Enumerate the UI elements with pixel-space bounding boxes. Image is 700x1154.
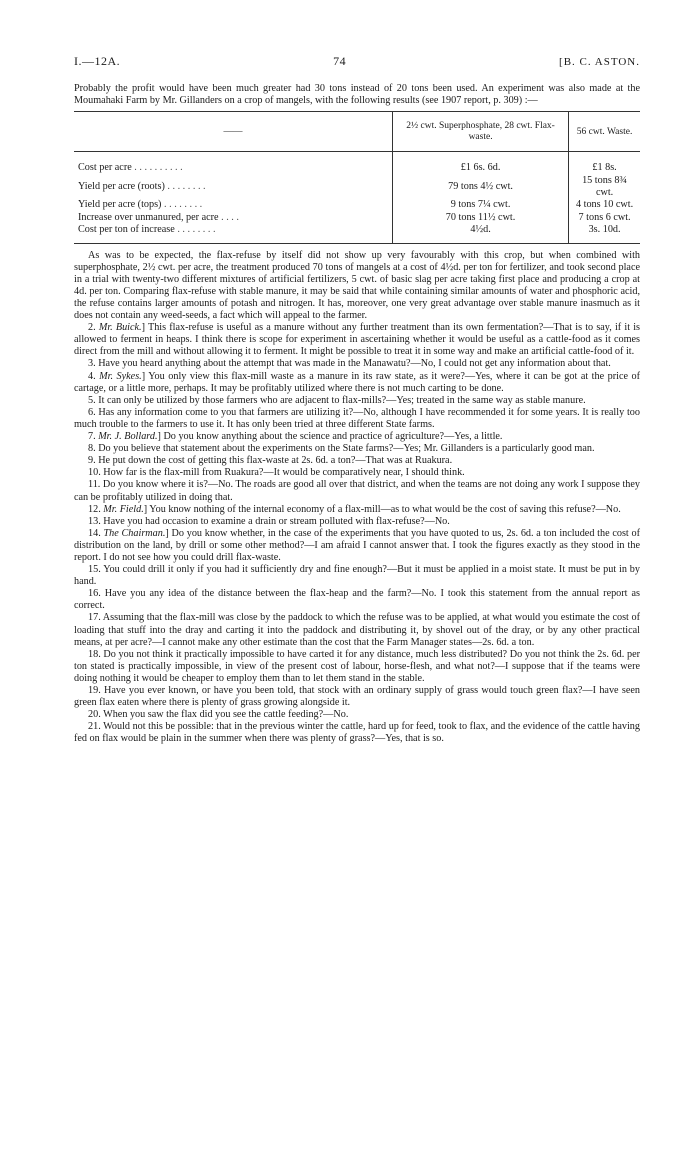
evidence-paragraph: As was to be expected, the flax-refuse by itself did not show up very favourably with this crop, but when combined with superphosphate, 2½ cwt. per acre, the treatment produced 70 tons of mangels at a cost of 4½d. per ton for fertilizer, and took second place in a trial with twenty-two different mixtures of artificial fertilizers, 5 cwt. of basic slag per acre taking first place and producing a crop at 4d. per ton. Comparing flax-refuse with stable manure, it may be said that while containing similar amounts of water and phosphoric acid, the refuse contains larger amounts of potash and nitrogen. It has, moreover, one very great advantage over stable manure inasmuch as it does not contain any weed-seeds, a fact which will appeal to the farmer. (74, 249, 640, 322)
page-header (74, 54, 640, 69)
evidence-paragraph: 4. Mr. Sykes.] You only view this flax-mill waste as a manure in its raw state, as it were?—Yes, where it can be got at the price of cartage, or a little more, perhaps. It may be profitably utilized where there is not much carting to be done. (74, 370, 640, 394)
evidence-paragraph: 6. Has any information come to you that farmers are utilizing it?—No, although I have recommended it for some years. It is really too much trouble to the farmers to use it. It has only been tried at three different State farms. (74, 406, 640, 430)
row-label: Yield per acre (roots) (78, 180, 165, 192)
superphosphate-value: 4½d. (393, 224, 569, 243)
row-label: Increase over unmanured, per acre (78, 211, 219, 223)
evidence-paragraph: 2. Mr. Buick.] This flax-refuse is useful as a manure without any further treatment than its own fermentation?—That is to say, if it is allowed to ferment in heaps. I think there is scope for experiment in ascertaining whether it would be useful as a cattle-food as it comes direct from the mill and without allowing it to ferment. It might be possible to treat it in some way and make an artificial cattle-food of it. (74, 322, 640, 358)
waste-value: £1 8s. (569, 152, 640, 175)
row-label-cell (74, 152, 393, 175)
evidence-paragraph: 14. The Chairman.] Do you know whether, in the case of the experiments that you have quoted to us, 2s. 6d. a ton included the cost of distribution on the land, by drill or some other method?—I am afraid I cannot answer that. I took the figures exactly as they stood in the report. I do not see how you could drill flax-waste. (74, 527, 640, 563)
row-label-cell (74, 224, 393, 243)
leader-dots: . . . . (218, 211, 239, 223)
table-row (74, 212, 640, 224)
superphosphate-value: 70 tons 11½ cwt. (393, 212, 569, 224)
waste-value: 4 tons 10 cwt. (569, 199, 640, 211)
leader-dots: . . . . . . . . . . (131, 162, 183, 174)
header-reference: I.—12A. (74, 54, 121, 68)
header-author: [B. C. ASTON. (559, 56, 640, 68)
table-row (74, 224, 640, 243)
evidence-paragraph: 5. It can only be utilized by those farmers who are adjacent to flax-mills?—Yes; treated in the same way as stable manure. (88, 394, 586, 406)
document-page (74, 54, 640, 745)
speaker-name: Mr. J. Bollard. (98, 431, 158, 443)
table-header-waste: 56 cwt. Waste. (569, 112, 640, 152)
evidence-paragraph: 12. Mr. Field.] You know nothing of the internal economy of a flax-mill—as to what would be the cost of saving this refuse?—No. (88, 503, 621, 515)
evidence-paragraph: 10. How far is the flax-mill from Ruakura?—It would be comparatively near, I should think. (88, 467, 465, 479)
evidence-paragraph: 17. Assuming that the flax-mill was close by the paddock to which the refuse was to be applied, at what would you estimate the cost of loading that stuff into the dray and carting it into the paddock and distributing it, by shovel out of the dray, or by any other practical means, at per acre?—I cannot make any other estimate than the cost that the Farm Manager states—2s. 6d. a ton. (74, 612, 640, 648)
evidence-paragraph: 19. Have you ever known, or have you been told, that stock with an ordinary supply of grass would touch green flax?—I have seen green flax eaten where there is plenty of grass growing alongside it. (74, 685, 640, 709)
leader-dots: . . . . . . . . (161, 199, 203, 211)
table-row (74, 152, 640, 175)
row-label: Cost per ton of increase (78, 224, 175, 236)
evidence-paragraph: 20. When you saw the flax did you see the cattle feeding?—No. (88, 709, 349, 721)
evidence-paragraph: 16. Have you any idea of the distance between the flax-heap and the farm?—No. I took this statement from the annual report as correct. (74, 588, 640, 612)
speaker-name: Mr. Field. (103, 503, 144, 515)
table-row (74, 175, 640, 200)
speaker-name: Mr. Sykes. (99, 370, 142, 382)
row-label: Yield per acre (tops) (78, 199, 162, 211)
table-header-superphosphate: 2½ cwt. Superphosphate, 28 cwt. Flax-waste. (393, 112, 569, 152)
row-label-cell (74, 175, 393, 200)
superphosphate-value: 9 tons 7¼ cwt. (393, 199, 569, 211)
evidence-paragraph: 3. Have you heard anything about the attempt that was made in the Manawatu?—No, I could not get any information about that. (88, 358, 611, 370)
page-number: 74 (333, 54, 347, 68)
evidence-paragraph: 8. Do you believe that statement about the experiments on the State farms?—Yes; Mr. Gillanders is a particularly good man. (88, 443, 595, 455)
evidence-paragraph: 21. Would not this be possible: that in the previous winter the cattle, hard up for feed, took to flax, and the evidence of the cattle having fed on flax would be plain in the summer when there was plenty of grass?—Yes, that is so. (74, 721, 640, 745)
evidence-paragraph: 11. Do you know where it is?—No. The roads are good all over that district, and when the teams are not doing any work I suppose they can be profitably utilized in doing that. (74, 479, 640, 503)
evidence-body (74, 250, 640, 746)
evidence-paragraph: 15. You could drill it only if you had it sufficiently dry and fine enough?—But it must be applied in a moist state. It must be put in by hand. (74, 564, 640, 588)
table-header-blank: —— (74, 112, 393, 152)
evidence-paragraph: 18. Do you not think it practically impossible to have carted it for any distance, much less distributed? Do you not think the 2s. 6d. per ton stated is practically impossible, in view of the present cost of labour, horse-flesh, and what not?—I suppose that if the teams were doing nothing it would be cheaper to employ them than to let them stand in the stable. (74, 648, 640, 684)
superphosphate-value: 79 tons 4½ cwt. (393, 175, 569, 200)
leader-dots: . . . . . . . . (174, 224, 216, 236)
waste-value: 3s. 10d. (569, 224, 640, 243)
leader-dots: . . . . . . . . (164, 180, 206, 192)
waste-value: 15 tons 8¾ cwt. (569, 175, 640, 200)
row-label-cell (74, 212, 393, 224)
results-table (74, 111, 640, 243)
superphosphate-value: £1 6s. 6d. (393, 152, 569, 175)
row-label: Cost per acre (78, 162, 132, 174)
speaker-name: The Chairman. (103, 527, 166, 539)
speaker-name: Mr. Buick. (98, 322, 142, 334)
table-row (74, 199, 640, 211)
evidence-paragraph: 13. Have you had occasion to examine a drain or stream polluted with flax-refuse?—No. (88, 515, 450, 527)
intro-paragraph: Probably the profit would have been much greater had 30 tons instead of 20 tons been used. An experiment was also made at the Moumahaki Farm by Mr. Gillanders on a crop of mangels, with the following results (see 1907 report, p. 309) :— (74, 83, 640, 107)
evidence-paragraph: 9. He put down the cost of getting this flax-waste at 2s. 6d. a ton?—That was at Ruakura. (88, 455, 453, 467)
waste-value: 7 tons 6 cwt. (569, 212, 640, 224)
evidence-paragraph: 7. Mr. J. Bollard.] Do you know anything about the science and practice of agriculture?—Yes, a little. (88, 431, 503, 443)
row-label-cell (74, 199, 393, 211)
